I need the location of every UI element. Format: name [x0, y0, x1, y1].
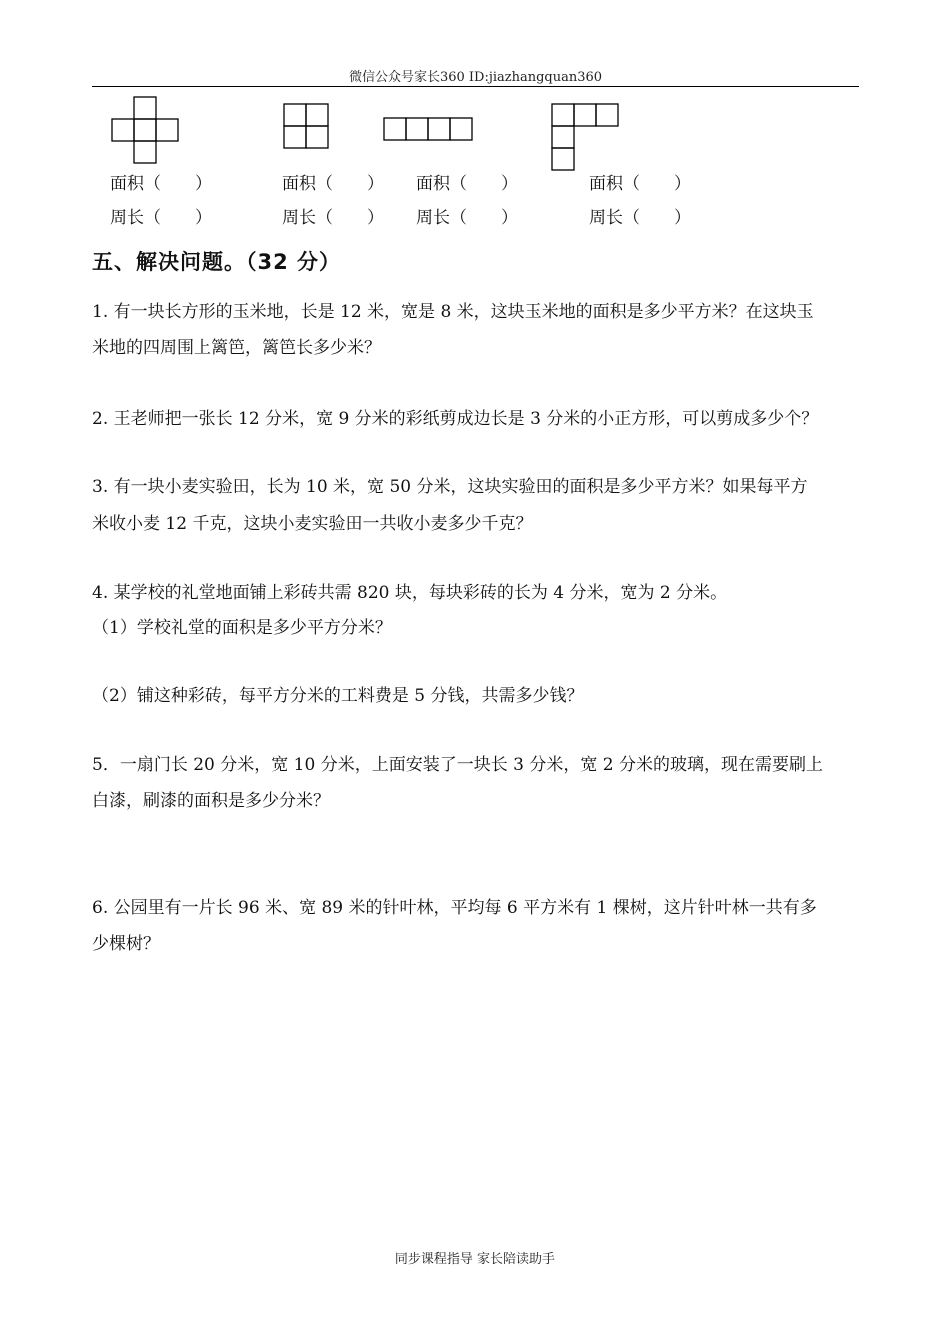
section-title: 五、解决问题。（32 分） [92, 250, 342, 274]
question-5-line-2: 白漆，刷漆的面积是多少分米？ [92, 791, 330, 811]
question-1-line-2: 米地的四周围上篱笆，篱笆长多少米？ [92, 338, 381, 358]
question-4-part-2: （2）铺这种彩砖，每平方分米的工料费是 5 分钱，共需多少钱？ [92, 686, 584, 706]
question-3-line-2: 米收小麦 12 千克，这块小麦实验田一共收小麦多少千克？ [92, 514, 533, 534]
figure-four-square-strip [382, 116, 474, 142]
page-header: 微信公众号家长360 ID:jiazhangquan360 [348, 70, 603, 85]
figure-l-shape [550, 102, 620, 174]
figure-3-perimeter-label: 周长（ ） [416, 208, 518, 228]
figure-1-perimeter-label: 周长（ ） [110, 208, 212, 228]
question-6-line-2: 少棵树？ [92, 934, 160, 954]
figure-2-perimeter-label: 周长（ ） [282, 208, 384, 228]
question-5-line-1: 5．一扇门长 20 分米，宽 10 分米，上面安装了一块长 3 分米，宽 2 分米的玻璃，现在需要刷上 [92, 755, 823, 775]
page-footer: 同步课程指导 家长陪读助手 [394, 1252, 556, 1267]
question-3-line-1: 3. 有一块小麦实验田，长为 10 米，宽 50 分米，这块实验田的面积是多少平方米？如果每平方 [92, 477, 808, 497]
question-1-line-1: 1. 有一块长方形的玉米地，长是 12 米，宽是 8 米，这块玉米地的面积是多少平方米？在这块玉 [92, 302, 814, 322]
header-divider [92, 86, 859, 87]
figure-4-perimeter-label: 周长（ ） [589, 208, 691, 228]
question-2: 2. 王老师把一张长 12 分米，宽 9 分米的彩纸剪成边长是 3 分米的小正方形，可以剪成多少个？ [92, 409, 819, 429]
figure-3-area-label: 面积（ ） [416, 174, 518, 194]
figure-cross-shape [110, 96, 182, 166]
figure-1-area-label: 面积（ ） [110, 174, 212, 194]
figure-4-area-label: 面积（ ） [589, 174, 691, 194]
question-6-line-1: 6. 公园里有一片长 96 米、宽 89 米的针叶林，平均每 6 平方米有 1 棵树，这片针叶林一共有多 [92, 898, 817, 918]
question-4: 4. 某学校的礼堂地面铺上彩砖共需 820 块，每块彩砖的长为 4 分米，宽为 2 分米。 [92, 583, 728, 603]
question-4-part-1: （1）学校礼堂的面积是多少平方分米？ [92, 618, 392, 638]
figure-2-area-label: 面积（ ） [282, 174, 384, 194]
figure-two-by-two-square [282, 102, 330, 152]
